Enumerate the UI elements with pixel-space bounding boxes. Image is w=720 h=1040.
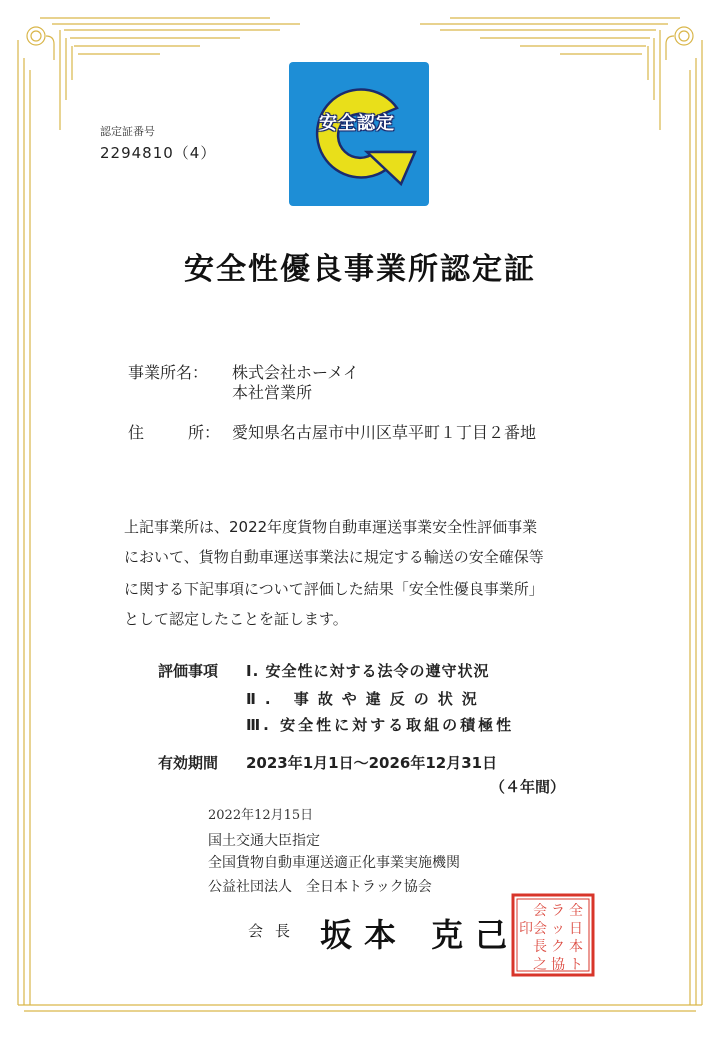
- svg-text:長: 長: [533, 939, 547, 955]
- svg-text:会: 会: [533, 903, 547, 919]
- seal-icon: [511, 893, 595, 977]
- svg-text:ト: ト: [569, 957, 583, 973]
- evaluation-item: Ⅰ. 安全性に対する法令の遵守状況: [246, 662, 490, 680]
- certificate-number: 2294810（4）: [100, 144, 217, 162]
- svg-text:印: 印: [519, 921, 533, 937]
- president-name: 坂本 克己: [320, 916, 520, 954]
- body-text-line: 上記事業所は、2022年度貨物自動車運送事業安全性評価事業: [124, 518, 538, 536]
- svg-text:之: 之: [533, 957, 547, 973]
- issuer-line: 公益社団法人 全日本トラック協会: [208, 879, 432, 895]
- svg-text:会: 会: [533, 921, 547, 937]
- evaluation-item: Ⅱ. 事故や違反の状況: [246, 690, 486, 708]
- body-text-line: に関する下記事項について評価した結果「安全性優良事業所」: [124, 580, 544, 598]
- svg-text:協: 協: [551, 957, 565, 973]
- svg-text:本: 本: [569, 939, 583, 955]
- office-branch: 本社営業所: [232, 383, 313, 402]
- svg-text:ラ: ラ: [551, 903, 565, 919]
- evaluation-item: Ⅲ. 安全性に対する取組の積極性: [246, 716, 515, 734]
- office-name-label: 事業所名：: [128, 363, 209, 382]
- validity-range: 2023年1月1日～2026年12月31日: [246, 754, 498, 772]
- official-seal-stamp: [511, 893, 595, 977]
- issue-date: 2022年12月15日: [208, 808, 314, 823]
- document-title: 安全性優良事業所認定証: [184, 252, 536, 287]
- validity-years: （４年間）: [490, 778, 566, 796]
- svg-text:ク: ク: [551, 939, 565, 955]
- president-title: 会長: [248, 922, 303, 940]
- body-text-line: において、貨物自動車運送事業法に規定する輸送の安全確保等: [124, 548, 544, 566]
- issuer-line: 国土交通大臣指定: [208, 833, 320, 849]
- validity-label: 有効期間: [158, 754, 219, 772]
- logo-text: 安全認定: [319, 113, 395, 134]
- issuer-line: 全国貨物自動車運送適正化事業実施機関: [208, 855, 460, 871]
- evaluation-label: 評価事項: [158, 662, 219, 680]
- address-label-part2: 所：: [188, 423, 221, 442]
- safety-certification-logo: [289, 62, 429, 206]
- svg-text:ッ: ッ: [551, 921, 565, 937]
- address-label-part1: 住: [128, 423, 145, 442]
- office-name: 株式会社ホーメイ: [232, 363, 359, 382]
- svg-text:全: 全: [569, 903, 583, 919]
- certificate-number-label: 認定証番号: [100, 125, 155, 138]
- body-text-line: として認定したことを証します。: [124, 610, 348, 628]
- office-address: 愛知県名古屋市中川区草平町１丁目２番地: [232, 423, 537, 442]
- svg-text:日: 日: [569, 921, 583, 937]
